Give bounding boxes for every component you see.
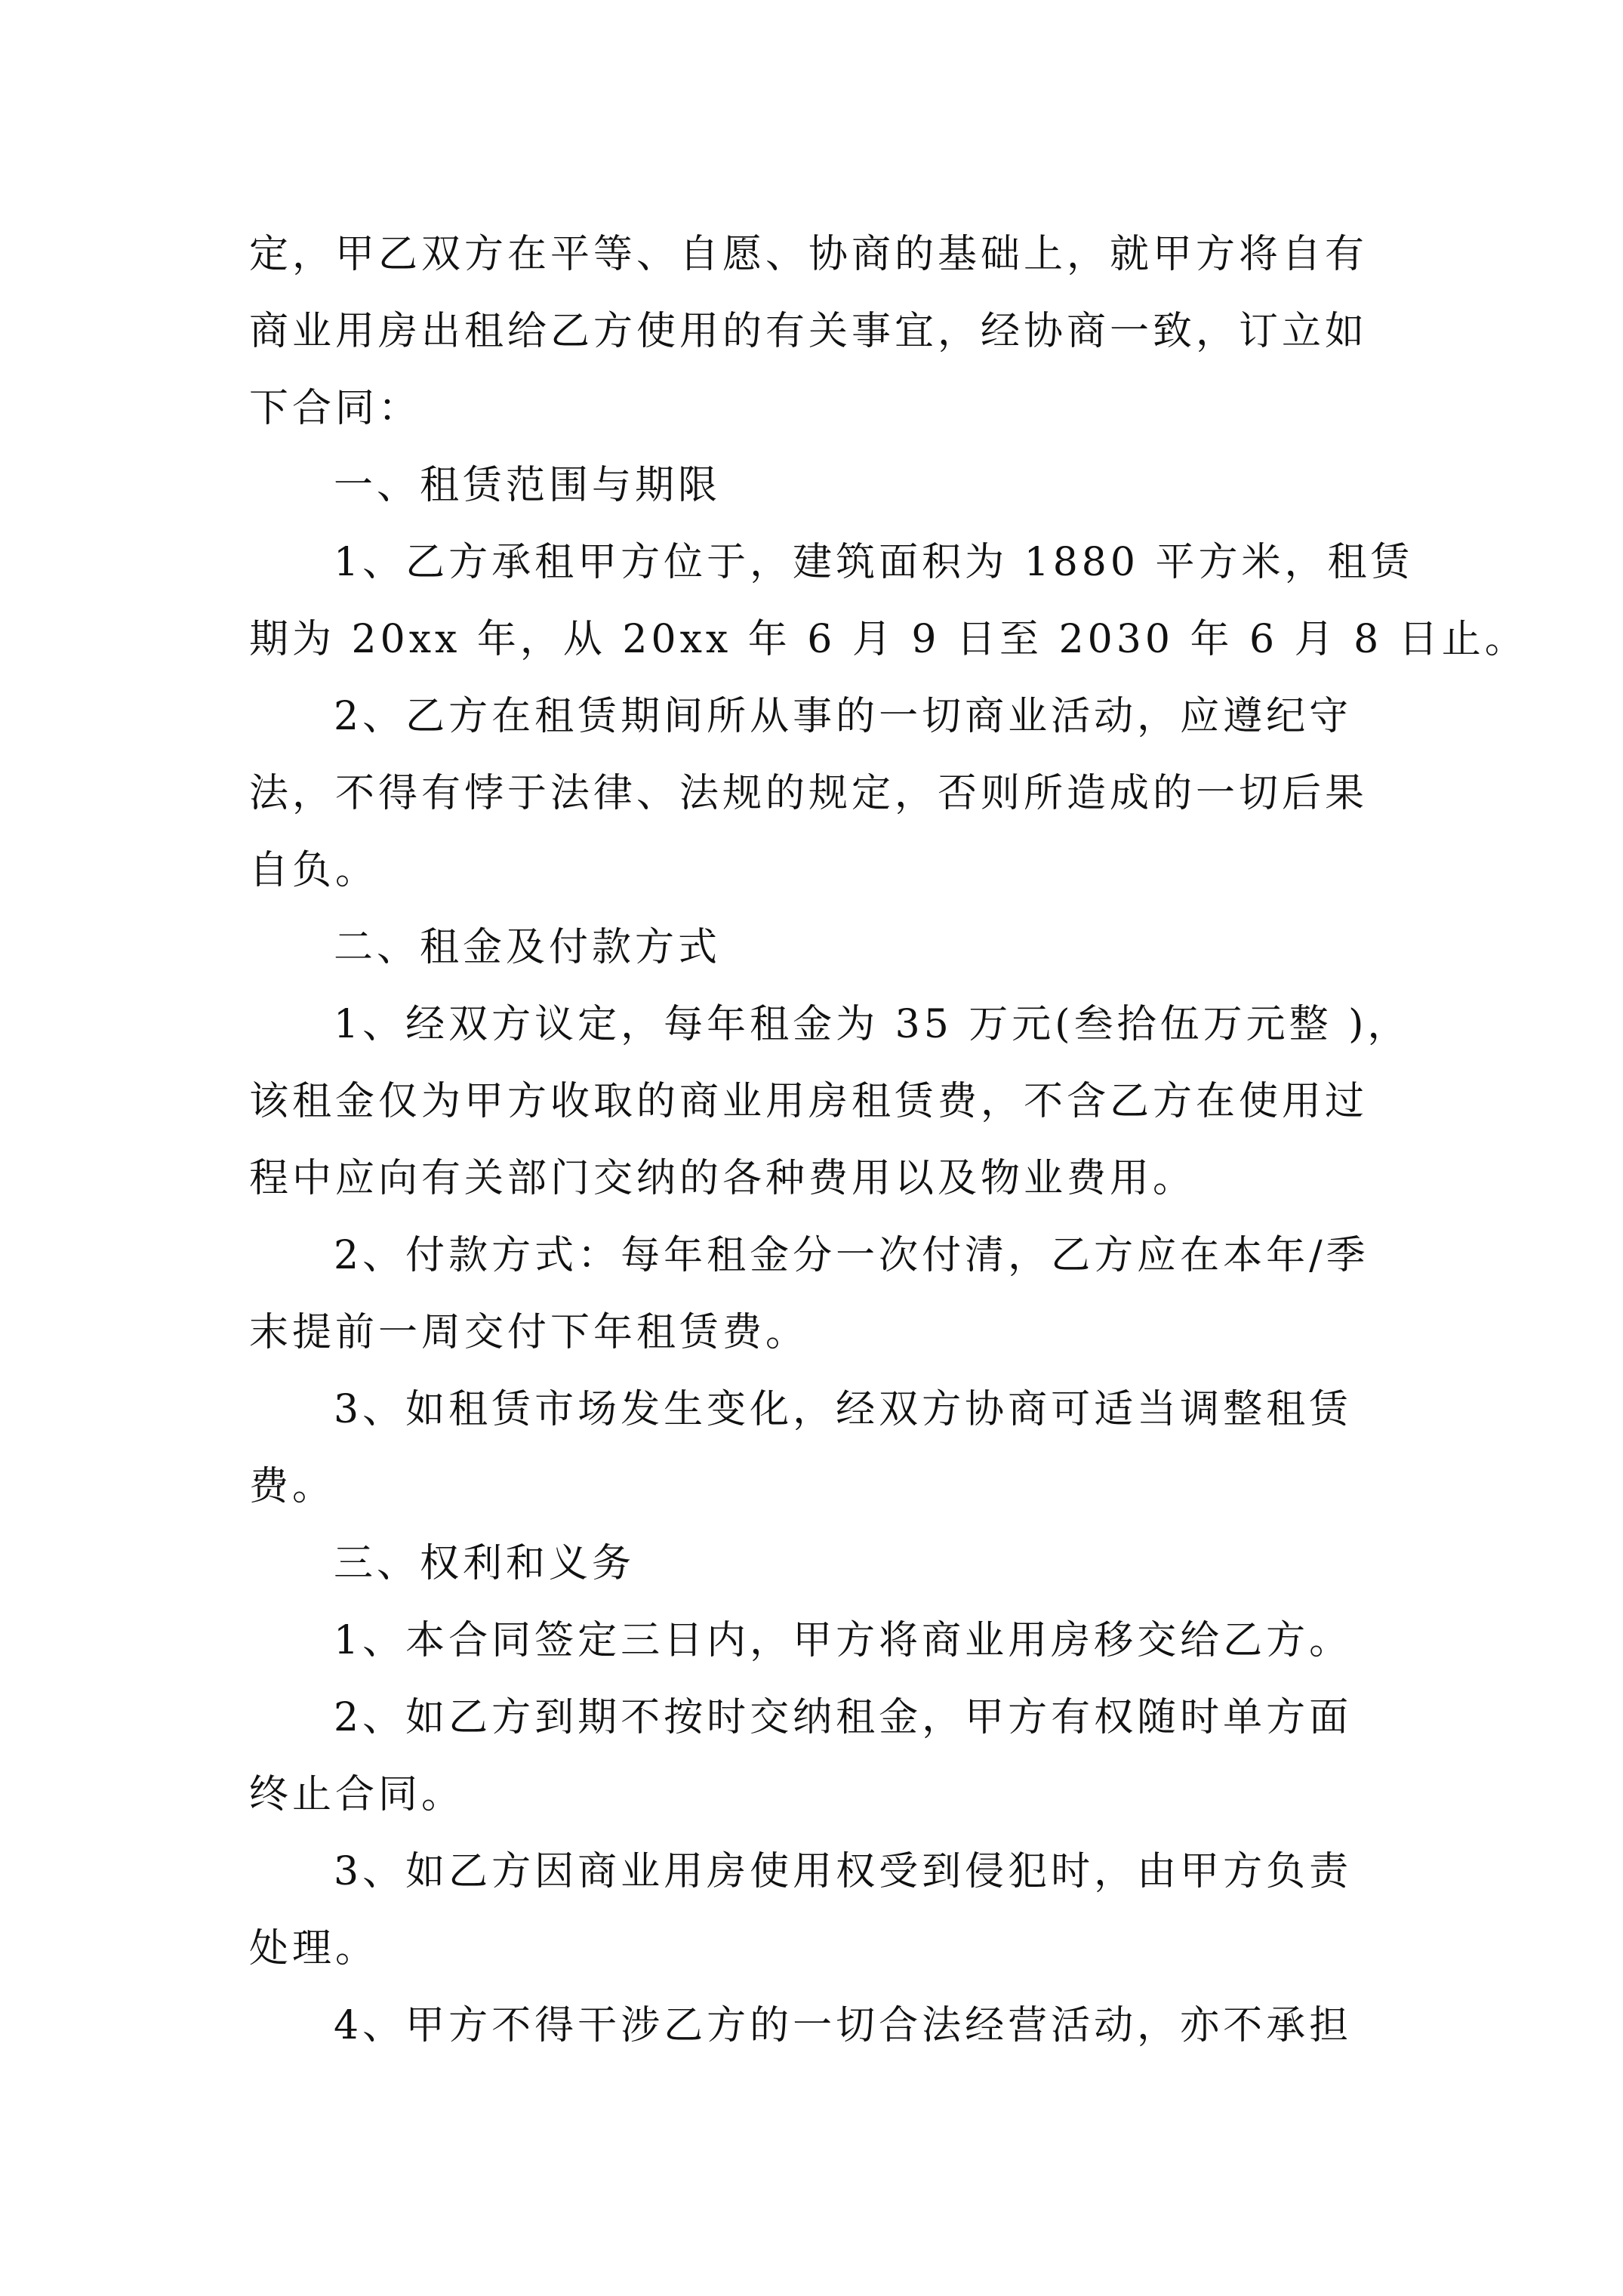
text-line: 终止合同。 bbox=[249, 1772, 465, 1817]
text-line: 1、乙方承租甲方位于，建筑面积为 1880 平方米，租赁 bbox=[334, 540, 1414, 585]
text-line: 该租金仅为甲方收取的商业用房租赁费，不含乙方在使用过 bbox=[249, 1079, 1369, 1124]
section-heading: 一、租赁范围与期限 bbox=[334, 463, 722, 508]
text-line: 2、如乙方到期不按时交纳租金，甲方有权随时单方面 bbox=[334, 1695, 1353, 1740]
text-line: 2、付款方式：每年租金分一次付清，乙方应在本年/季 bbox=[334, 1233, 1369, 1278]
section-heading: 二、租金及付款方式 bbox=[334, 925, 722, 970]
text-line: 费。 bbox=[249, 1464, 336, 1509]
text-line: 期为 20xx 年，从 20xx 年 6 月 9 日至 2030 年 6 月 8 日止。 bbox=[249, 617, 1528, 662]
contract-body bbox=[249, 216, 1528, 2064]
text-line: 商业用房出租给乙方使用的有关事宜，经协商一致，订立如 bbox=[249, 309, 1369, 354]
text-line: 末提前一周交付下年租赁费。 bbox=[249, 1310, 809, 1355]
section-heading: 三、权利和义务 bbox=[334, 1541, 636, 1586]
text-line: 处理。 bbox=[249, 1926, 379, 1971]
text-line: 程中应向有关部门交纳的各种费用以及物业费用。 bbox=[249, 1156, 1196, 1201]
text-line: 2、乙方在租赁期间所从事的一切商业活动，应遵纪守 bbox=[334, 694, 1353, 739]
text-line: 定，甲乙双方在平等、自愿、协商的基础上，就甲方将自有 bbox=[249, 232, 1369, 277]
text-line: 3、如租赁市场发生变化，经双方协商可适当调整租赁 bbox=[334, 1387, 1353, 1432]
text-line: 3、如乙方因商业用房使用权受到侵犯时，由甲方负责 bbox=[334, 1849, 1353, 1894]
text-line: 法，不得有悖于法律、法规的规定，否则所造成的一切后果 bbox=[249, 771, 1369, 816]
text-line: 自负。 bbox=[249, 848, 379, 893]
text-line: 下合同： bbox=[249, 386, 422, 431]
text-line: 1、经双方议定，每年租金为 35 万元(叁拾伍万元整 )， bbox=[334, 1002, 1411, 1047]
text-line: 1、本合同签定三日内，甲方将商业用房移交给乙方。 bbox=[334, 1618, 1353, 1663]
text-line: 4、甲方不得干涉乙方的一切合法经营活动，亦不承担 bbox=[334, 2003, 1353, 2048]
